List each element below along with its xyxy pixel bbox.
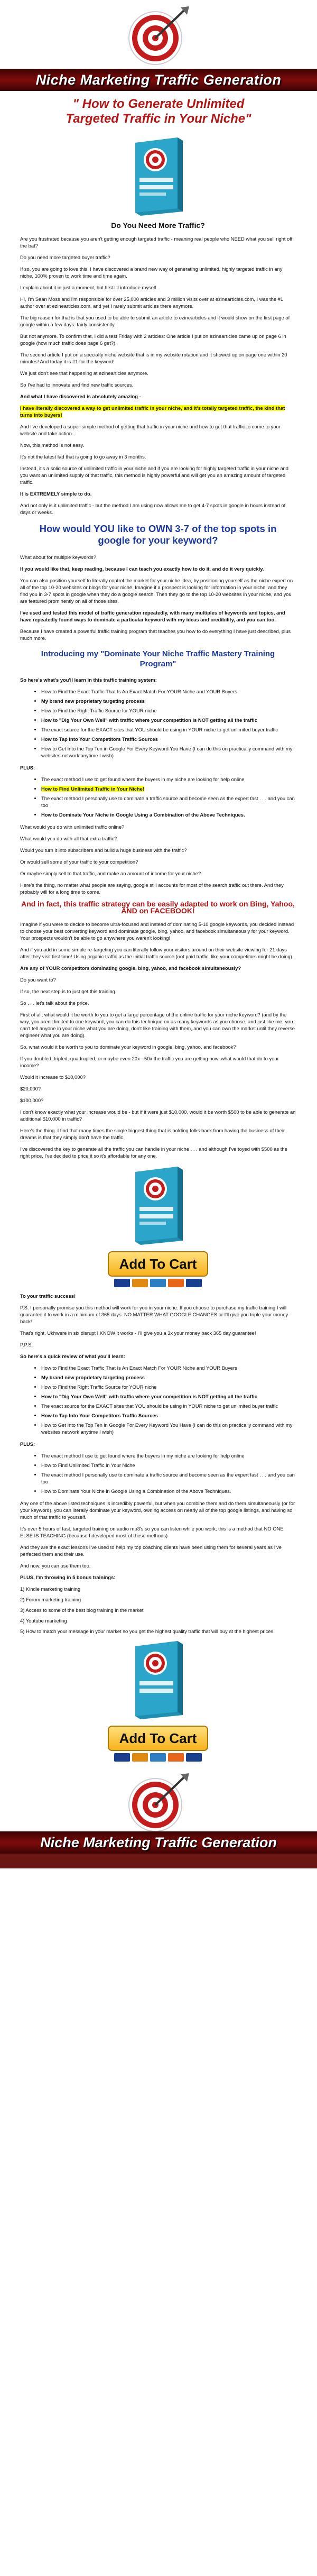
section5-paragraph: And now, you can use them too. <box>20 1563 91 1569</box>
headline-line-1: " How to Generate Unlimited <box>72 97 245 111</box>
highlighted-claim: I have literally discovered a way to get unlimited traffic in your niche, and it's totally targeted traffic, the kind that turns into buyers! <box>20 405 285 418</box>
footer-banner-title: Niche Marketing Traffic Generation <box>40 1834 277 1850</box>
discover-icon <box>168 1279 184 1287</box>
list-item: 5) How to match your message in your market so you get the highest quality traffic that will buy at the highest prices. <box>20 1628 275 1634</box>
closing-heading: To your traffic success! <box>20 1293 76 1299</box>
list-item: • How to Get Into the Top Ten in Google For Every Keyword You Have (I can do this on practically command with my websites network anytime I wish) <box>41 745 296 759</box>
section4-paragraph: Do you want to? <box>20 977 56 983</box>
list-item: 3) Access to some of the best blog training in the market <box>20 1607 144 1613</box>
section5-lead: So here's a quick review of what you'll learn: <box>20 1353 125 1359</box>
section2-paragraph: If you would like that, keep reading, because I can teach you exactly how to do it, and do it very quickly. <box>20 566 264 572</box>
section4-paragraph: Imagine if you were to decide to become ultra-focused and instead of dominating 5-10 google keywords, you decided instead to choose your best converting keyword and dominate google, bing, yahoo, and facebook simultaneously for your keyword. Your prospects wouldn't be able to go anywhere you weren't looking! <box>20 921 294 941</box>
cart-area <box>20 1251 296 1287</box>
plus-list <box>41 1452 296 1495</box>
section3-paragraph: Or would sell some of your traffic to your competition? <box>20 859 138 865</box>
section4-paragraph: If you doubled, tripled, quadrupled, or maybe even 20x - 50x the traffic you are getting now, what would that do to your income? <box>20 1056 279 1068</box>
page-header <box>0 0 317 132</box>
list-item: • How to "Dig Your Own Well" with traffic where your competition is NOT getting all the traffic <box>41 717 296 723</box>
list-item: • The exact method I personally use to dominate a traffic source and become seen as the expert fast . . . and you can too <box>41 1471 296 1485</box>
list-item: • How to "Dig Your Own Well" with traffic where your competition is NOT getting all the traffic <box>41 1393 296 1400</box>
section4-paragraph: And if you add in some simple re-targeting you can literally follow your visitors around on their website viewing for 21 days after they visit first time! Using organic traffic as the initial traffic source (not paid traffic, like your competitors might be doing). <box>20 947 294 959</box>
intro-paragraph: Are you frustrated because you aren't getting enough targeted traffic - meaning real people who NEED what you sell right off the bat? <box>20 236 293 249</box>
section2-paragraph: You can also position yourself to literally control the market for your niche idea, by positioning yourself as the niche expert on all of the top 10-20 websites or blogs for your niche. Imagine if a prospect is looking for information in your niche, and they find you in 3-7 spots in google when they do a google search. Then they go to the top 10-20 websites in your niche, and you are featured prominently on all of those sites. <box>20 577 293 604</box>
list-item: How to Find Unlimited Traffic in Your Niche! <box>41 786 144 792</box>
target-with-arrow-icon <box>123 5 191 67</box>
intro-paragraph: Hi, I'm Sean Moss and I'm responsible for over 25,000 articles and 3 million visits over at ezinearticles.com, I was the #1 author over at ezinearticles.com, and yet I rarely submit articles there anymore. <box>20 296 284 309</box>
section5-paragraph: That's right. Ukhwere in six disrupt I KNOW it works - I'll give you a 3x your money back 365 day guarantee! <box>20 1330 256 1336</box>
section4-paragraph: Are any of YOUR competitors dominating google, bing, yahoo, and facebook simultaneously? <box>20 965 241 971</box>
intro-paragraph: So I've had to innovate and find new traffic sources. <box>20 382 134 388</box>
paypal-icon <box>186 1753 202 1762</box>
mastercard-icon <box>132 1753 148 1762</box>
section4-paragraph: So, what would it be worth to you to dominate your keyword in google, bing, yahoo, and facebook? <box>20 1044 236 1050</box>
section-heading-adapt: And in fact, this traffic strategy can be easily adapted to work on Bing, Yahoo, AND on FACEBOOK! <box>21 900 295 915</box>
add-to-cart-button[interactable]: Add To Cart <box>108 1251 208 1277</box>
list-item: • My brand new proprietary targeting process <box>41 1374 296 1381</box>
feature-list <box>41 688 296 759</box>
bonus-heading: PLUS, I'm throwing in 5 bonus trainings: <box>20 1574 116 1580</box>
section3-paragraph: Or maybe simply sell to that traffic, and make an amount of income for your niche? <box>20 870 201 876</box>
payment-icons <box>20 1753 296 1762</box>
list-item: • My brand new proprietary targeting process <box>41 698 296 704</box>
visa-icon <box>114 1753 130 1762</box>
review-list <box>41 1364 296 1435</box>
section2-paragraph: I've used and tested this model of traffic generation repeatedly, with many multiples of keywords and topics, and have repeatedly found ways to dominate a particular keyword with my ideas and credibility, and you can too. <box>20 610 285 622</box>
footer-strip <box>0 1854 317 1868</box>
section5-paragraph: It's over 5 hours of fast, targeted training on audio mp3's so you can listen while you work; this is a method that NO ONE ELSE IS TEACHING (because I developed most of these methods) <box>20 1526 284 1538</box>
list-item: • How to Get Into the Top Ten in Google For Every Keyword You Have (I can do this on practically command with my websites network anytime I wish) <box>41 1422 296 1435</box>
paypal-icon <box>186 1279 202 1287</box>
section2-paragraph: What about for multiple keywords? <box>20 554 96 560</box>
plus-label: PLUS: <box>20 765 35 771</box>
add-to-cart-button[interactable]: Add To Cart <box>108 1726 208 1751</box>
list-item: • How to Dominate Your Niche in Google Using a Combination of the Above Techniques. <box>41 811 296 818</box>
section4-paragraph: I've discovered the key to generate all the traffic you can handle in your niche . . . and although I've toyed with $500 as the right price, I've decided to price it so it's affordable for any one. <box>20 1146 287 1159</box>
list-item: • The exact source for the EXACT sites that YOU should be using in YOUR niche to get unlimited buyer traffic <box>41 1402 296 1409</box>
intro-paragraph: If so, you are going to love this. I have discovered a brand new way of generating unlimited, highly targeted traffic in any niche, 100% proven to work time and time again. <box>20 266 283 279</box>
section-heading-own-spots: How would YOU like to OWN 3-7 of the top spots in google for your keyword? <box>39 523 277 546</box>
list-item: • The exact method I use to get found where the buyers in my niche are looking for help online <box>41 776 296 783</box>
target-with-arrow-icon <box>123 1772 191 1834</box>
intro-paragraph: It is EXTREMELY simple to do. <box>20 491 92 497</box>
section5-paragraph: Any one of the above listed techniques is incredibly powerful, but when you combine them and do them simultaneously (or for your keyword), you can literally dominate your keyword, owning access on nearly all of the top google listings, and having so much of that traffic to yourself. <box>20 1500 295 1520</box>
discover-icon <box>168 1753 184 1762</box>
intro-paragraph: And what I have discovered is absolutely amazing - <box>20 393 141 399</box>
list-item: • How to Find Unlimited Traffic in Your Niche <box>41 1462 296 1469</box>
headline-line-2: Targeted Traffic in Your Niche" <box>66 112 251 126</box>
list-item: 2) Forum marketing training <box>20 1597 81 1602</box>
amex-icon <box>150 1279 166 1287</box>
list-item: • How to Tap Into Your Competitors Traffic Sources <box>41 1412 296 1419</box>
section3-paragraph: What would you do with all that extra traffic? <box>20 836 117 841</box>
section4-paragraph: $20,000? <box>20 1086 41 1092</box>
headline-area <box>0 91 317 132</box>
list-item: • The exact method I personally use to dominate a traffic source and become seen as the expert fast . . . and you can too <box>41 795 296 809</box>
product-box-image <box>125 137 188 217</box>
product-box-image <box>125 1167 188 1246</box>
plus-label: PLUS: <box>20 1441 35 1447</box>
mastercard-icon <box>132 1279 148 1287</box>
list-item: • The exact source for the EXACT sites that YOU should be using in YOUR niche to get unlimited buyer traffic <box>41 726 296 733</box>
section4-paragraph: Here's the thing. I find that many times the single biggest thing that is holding folks back from having the business of their dreams is that they simply don't have the traffic. <box>20 1127 285 1140</box>
list-item: • How to Find the Exact Traffic That Is An Exact Match For YOUR Niche and YOUR Buyers <box>41 688 296 695</box>
section4-paragraph: Would it increase to $10,000? <box>20 1074 86 1080</box>
plus-list <box>41 776 296 818</box>
intro-paragraph: Now, this method is not easy. <box>20 442 85 448</box>
intro-paragraph: It's not the latest fad that is going to go away in 3 months. <box>20 454 146 460</box>
visa-icon <box>114 1279 130 1287</box>
section3-paragraph: Here's the thing, no matter what people are saying, google still accounts for most of the search traffic out there. And they probably will for a long time to come. <box>20 882 284 895</box>
header-banner <box>0 69 317 91</box>
section3-lead: So here's what's you'll learn in this traffic training system: <box>20 677 157 683</box>
main-content <box>0 132 317 1762</box>
section-heading-introducing: Introducing my "Dominate Your Niche Traffic Mastery Training Program" <box>41 649 275 668</box>
list-item: • How to Dominate Your Niche in Google Using a Combination of the Above Techniques. <box>41 1488 296 1495</box>
section4-paragraph: So . . . let's talk about the price. <box>20 1000 89 1006</box>
intro-paragraph: I explain about it in just a moment, but first I'll introduce myself. <box>20 285 158 290</box>
list-item: 4) Youtube marketing <box>20 1618 67 1624</box>
amex-icon <box>150 1753 166 1762</box>
page-footer <box>0 1768 317 1868</box>
product-box-image <box>125 1641 188 1720</box>
list-item: 1) Kindle marketing training <box>20 1586 81 1592</box>
header-graphic-area <box>0 0 317 69</box>
section2-paragraph: Because I have created a powerful traffic training program that teaches you how to do everything I have just described, plus much more. <box>20 628 291 641</box>
intro-paragraph: The big reason for that is that you used to be able to submit an article to ezinearticles and it would show on the first page of google within a few days. fairly consistently. <box>20 315 290 327</box>
list-item: • How to Find the Right Traffic Source for YOUR niche <box>41 707 296 714</box>
payment-icons <box>20 1279 296 1287</box>
bonus-list <box>20 1585 296 1635</box>
intro-paragraph: And I've developed a super-simple method of getting that traffic in your niche and how to get that traffic to come to your website and take action. <box>20 424 281 436</box>
section4-paragraph: $100,000? <box>20 1097 44 1103</box>
intro-heading: Do You Need More Traffic? <box>111 221 205 230</box>
cart-area <box>20 1726 296 1762</box>
list-item: • How to Find the Right Traffic Source for YOUR niche <box>41 1383 296 1390</box>
list-item: • The exact method I use to get found where the buyers in my niche are looking for help online <box>41 1452 296 1459</box>
section4-paragraph: If so, the next step is to just get this training. <box>20 988 117 994</box>
footer-banner <box>0 1831 317 1854</box>
intro-paragraph: And not only is it unlimited traffic - but the method I am using now allows me to get 4-7 spots in google in hours instead of days or weeks. <box>20 502 286 515</box>
intro-paragraph: But not anymore. To confirm that, I did a test Friday with 2 articles: One article I put on ezinearticles came up on page 6 in google (how much traffic does page 6 get?). <box>20 333 286 346</box>
section5-paragraph: P.S. I personally promise you this method will work for you in your niche. If you choose to purchase my traffic training I will guarantee it to work in a minimum of 365 days. NO MATTER WHAT GOOGLE CHANGES or I'll give you triple your money back! <box>20 1305 288 1324</box>
section3-paragraph: What would you do with unlimited traffic online? <box>20 824 125 830</box>
banner-title: Niche Marketing Traffic Generation <box>35 71 282 88</box>
intro-paragraph: The second article I put on a specialty niche website that is in my website rotation and it showed up on page one within 20 minutes! And today it is #1 for the keyword! <box>20 352 287 364</box>
section3-paragraph: Would you turn it into subscribers and build a huge business with the traffic? <box>20 847 187 853</box>
section5-paragraph: P.P.S. <box>20 1342 33 1347</box>
list-item: • How to Find the Exact Traffic That Is An Exact Match For YOUR Niche and YOUR Buyers <box>41 1364 296 1371</box>
list-item: • How to Tap Into Your Competitors Traffic Sources <box>41 736 296 742</box>
intro-paragraph: We just don't see that happening at ezinearticles anymore. <box>20 370 148 376</box>
section4-paragraph: I don't know exactly what your increase would be - but if it were just $10,000, would it be worth $500 to be able to generate an additional $10,000 in traffic? <box>20 1109 296 1122</box>
intro-paragraph: Do you need more targeted buyer traffic? <box>20 254 110 260</box>
section5-paragraph: And they are the exact lessons I've used to help my top coaching clients have been using them for several years as I've perfected them and their use. <box>20 1544 282 1557</box>
intro-paragraph: Instead, it's a solid source of unlimited traffic in your niche and if you are looking for highly targeted traffic in your niche and you want an unlimited supply of that traffic, this method is highly powerful and will get you an amazing amount of targeted traffic. <box>20 465 288 485</box>
section4-paragraph: First of all, what would it be worth to you to get a large percentage of the online traffic for your niche keyword? (and by the way, you aren't limited to one keyword, you can do this technique on as many keywords as you choose, and just like me, you can't tell anyone in your niche what you are doing, don't like training with them, and you can own the market until they reverse engineer what you are doing). <box>20 1012 295 1038</box>
